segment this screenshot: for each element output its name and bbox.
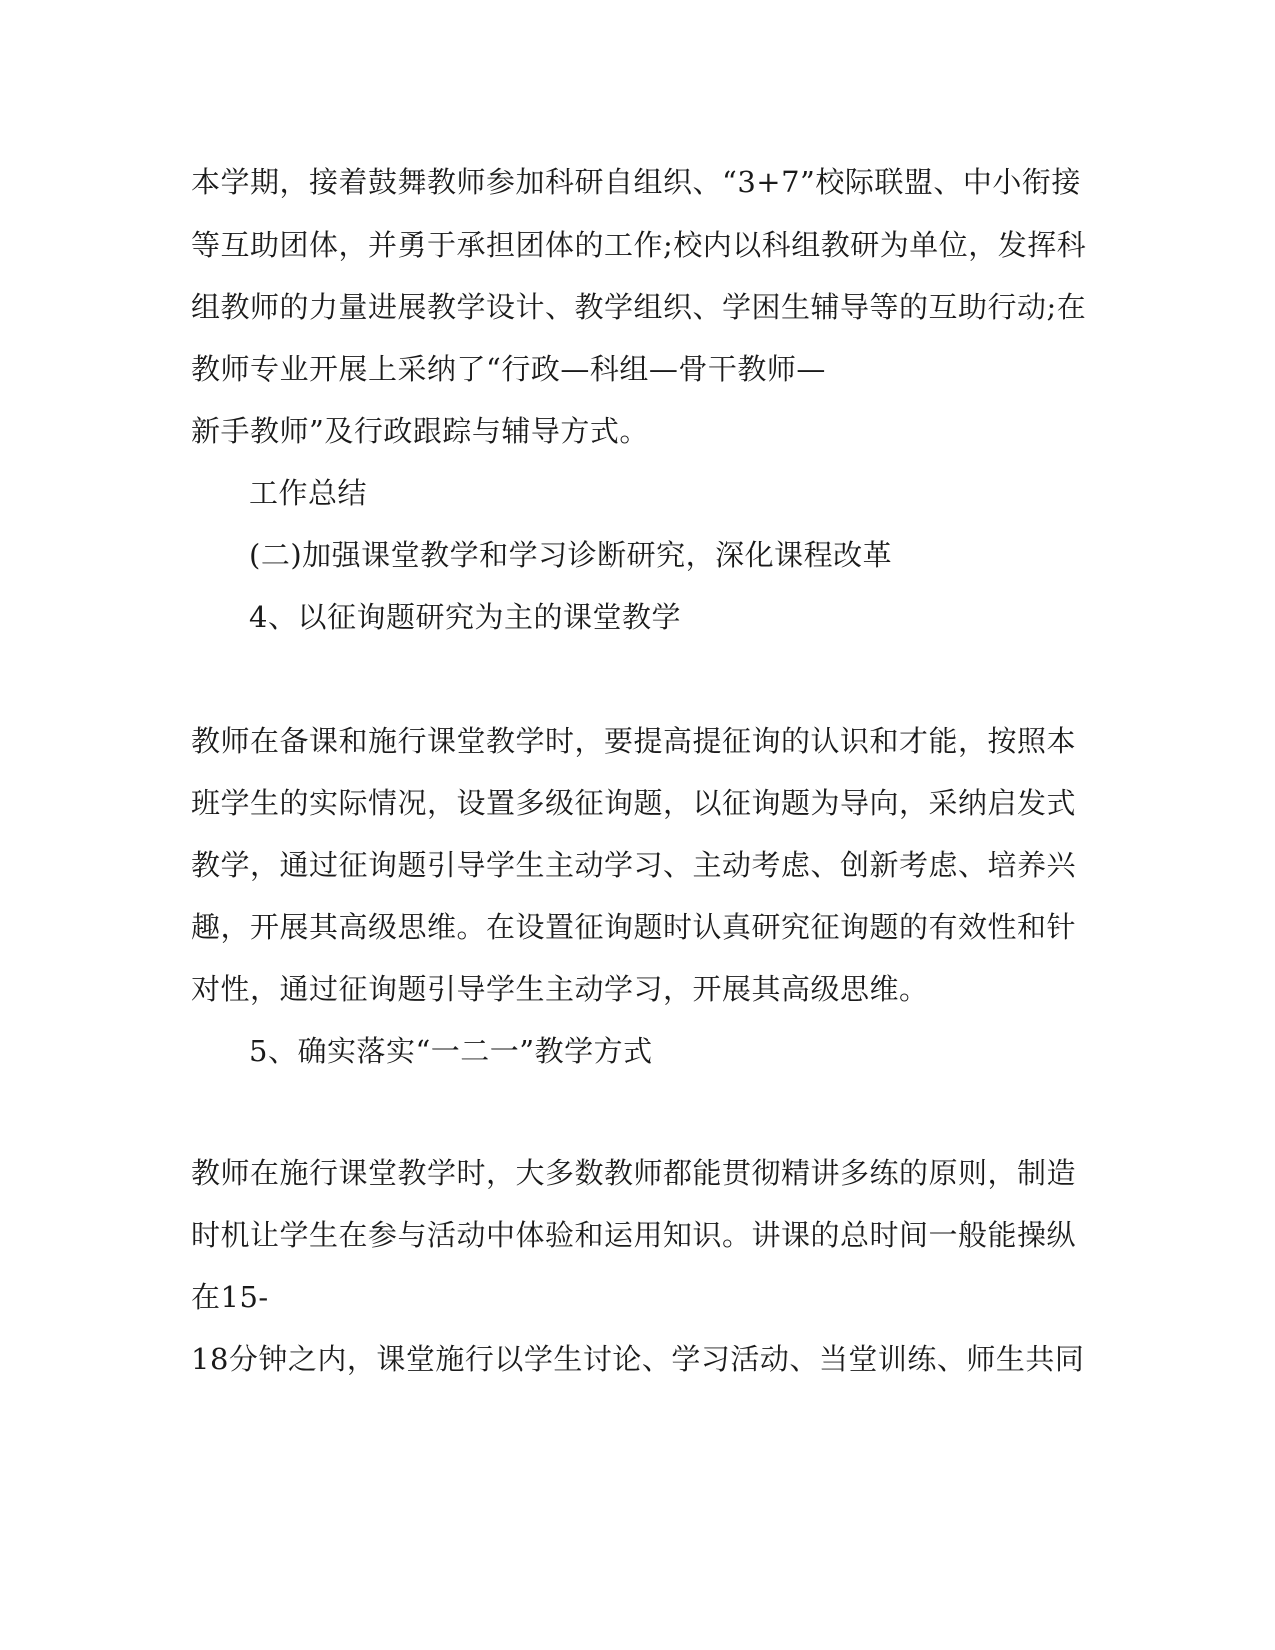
paragraph-line: 教师专业开展上采纳了“行政—科组—骨干教师—	[191, 352, 826, 386]
paragraph-line: 教师在备课和施行课堂教学时，要提高提征询的认识和才能，按照本	[191, 724, 1077, 758]
paragraph-line: 教学，通过征询题引导学生主动学习、主动考虑、创新考虑、培养兴	[191, 848, 1077, 882]
paragraph-line: 等互助团体，并勇于承担团体的工作;校内以科组教研为单位，发挥科	[191, 228, 1087, 262]
paragraph-line: 时机让学生在参与活动中体验和运用知识。讲课的总时间一般能操纵	[191, 1218, 1077, 1252]
paragraph-line: 本学期，接着鼓舞教师参加科研自组织、“3+7”校际联盟、中小衔接	[191, 165, 1081, 199]
paragraph-line: 组教师的力量进展教学设计、教学组织、学困生辅导等的互助行动;在	[191, 290, 1087, 324]
section-heading: 5、确实落实“一二一”教学方式	[249, 1034, 653, 1068]
section-heading: 4、以征询题研究为主的课堂教学	[249, 600, 681, 634]
paragraph-line: 班学生的实际情况，设置多级征询题，以征询题为导向，采纳启发式	[191, 786, 1077, 820]
paragraph-line: 教师在施行课堂教学时，大多数教师都能贯彻精讲多练的原则，制造	[191, 1156, 1077, 1190]
section-heading: (二)加强课堂教学和学习诊断研究，深化课程改革	[249, 538, 893, 572]
paragraph-line: 18分钟之内，课堂施行以学生讨论、学习活动、当堂训练、师生共同	[191, 1342, 1085, 1376]
paragraph-line: 新手教师”及行政跟踪与辅导方式。	[191, 414, 649, 448]
section-heading: 工作总结	[249, 476, 368, 510]
paragraph-line: 对性，通过征询题引导学生主动学习，开展其高级思维。	[191, 972, 929, 1006]
paragraph-line: 在15-	[191, 1280, 269, 1314]
paragraph-line: 趣，开展其高级思维。在设置征询题时认真研究征询题的有效性和针	[191, 910, 1077, 944]
